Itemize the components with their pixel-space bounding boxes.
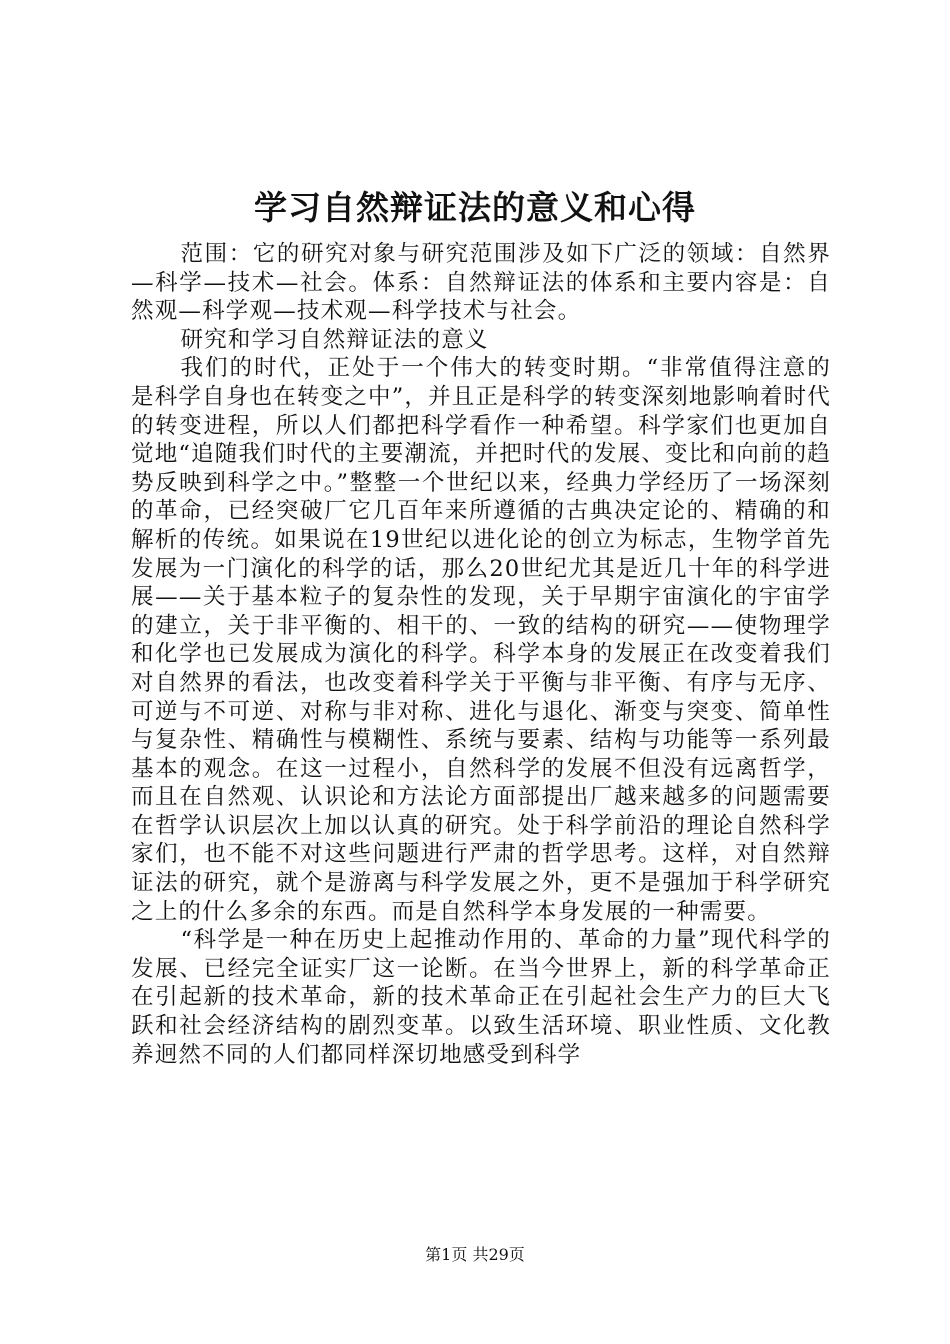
- paragraph-era: 我们的时代，正处于一个伟大的转变时期。“非常值得注意的是科学自身也在转变之中”，并且正是科学的转变深刻地影响着时代的转变进程，所以人们都把科学看作一种希望。科学家们也更加自觉地“追随我们时代的主要潮流，并把时代的发展、变比和向前的趋势反映到科学之中。”整整一个世纪以来，经典力学经历了一场深刻的革命，已经突破厂它几百年来所遵循的古典决定论的、精确的和解析的传统。如果说在19世纪以进化论的创立为标志，生物学首先发展为一门演化的科学的话，那么20世纪尤其是近几十年的科学进展——关于基本粒子的复杂性的发现，关于早期宇宙演化的宇宙学的建立，关于非平衡的、相干的、一致的结构的研究——使物理学和化学也已发展成为演化的科学。科学本身的发展正在改变着我们对自然界的看法，也改变着科学关于平衡与非平衡、有序与无序、可逆与不可逆、对称与非对称、进化与退化、渐变与突变、简单性与复杂性、精确性与模糊性、系统与要素、结构与功能等一系列最基本的观念。在这一过程小，自然科学的发展不但没有远离哲学，而且在自然观、认识论和方法论方面部提出厂越来越多的问题需要在哲学认识层次上加以认真的研究。处于科学前沿的理论自然科学家们，也不能不对这些问题进行严肃的哲学思考。这样，对自然辩证法的研究，就个是游离与科学发展之外，更不是强加于科学研究之上的什么多余的东西。而是自然科学本身发展的一种需要。: [131, 355, 832, 925]
- page-number-footer: 第1页 共29页: [425, 1245, 525, 1264]
- document-title: 学习自然辩证法的意义和心得: [254, 188, 696, 227]
- paragraph-revolution: “科学是一种在历史上起推动作用的、革命的力量”现代科学的发展、已经完全证实厂这一论断。在当今世界上，新的科学革命正在引起新的技术革命，新的技术革命正在引起社会生产力的巨大飞跃和社会经济结构的剧烈变革。以致生活环境、职业性质、文化教养迥然不同的人们都同样深切地感受到科学: [131, 927, 831, 1068]
- paragraph-heading-significance: 研究和学习自然辩证法的意义: [180, 326, 489, 353]
- paragraph-scope: 范围：它的研究对象与研究范围涉及如下广泛的领域：自然界—科学—技术—社会。体系：自然辩证法的体系和主要内容是：自然观—科学观—技术观—科学技术与社会。: [131, 241, 831, 325]
- document-body: [131, 240, 831, 1069]
